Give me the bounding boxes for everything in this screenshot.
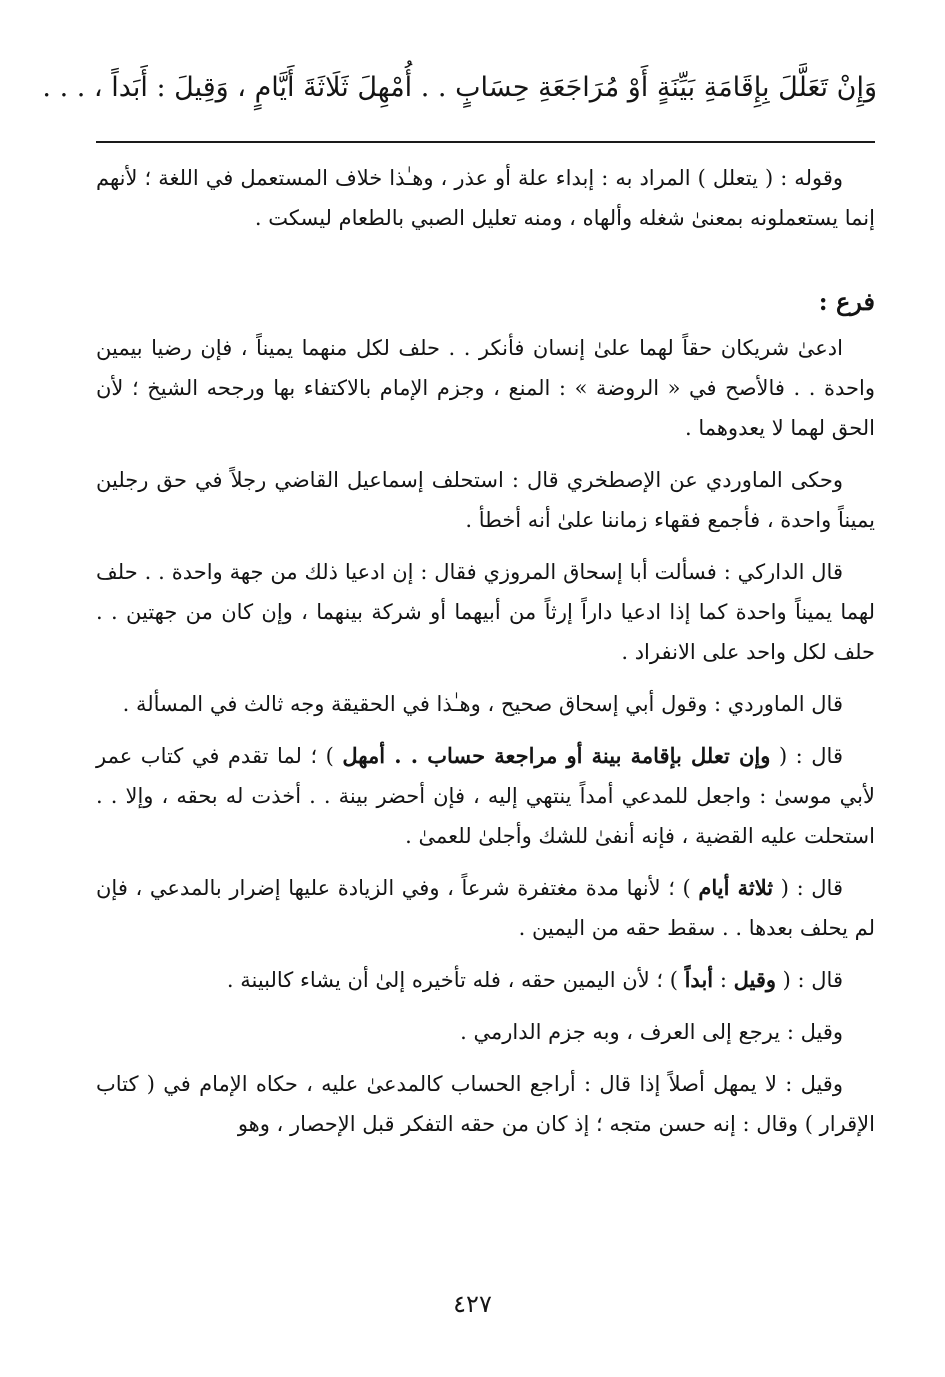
- quote-paragraph-amhil: [96, 736, 875, 856]
- quote-prefix: قال : (: [776, 968, 843, 992]
- commentary-body: [96, 158, 875, 1156]
- page-number: ٤٢٧: [453, 1290, 492, 1318]
- opinion-paragraph-urf: وقيل : يرجع إلى العرف ، وبه جزم الدارمي .: [460, 1020, 843, 1044]
- branch-paragraph-4: قال الماوردي : وقول أبي إسحاق صحيح ، وهـٰذا في الحقيقة وجه ثالث في المسألة .: [122, 692, 843, 716]
- separator-rule: [96, 141, 875, 143]
- opinion-paragraph-no-delay: وقيل : لا يمهل أصلاً إذا قال : أراجع الحساب كالمدعىٰ عليه ، حكاه الإمام في ( كتاب الإقرار ) وقال : إنه حسن متجه ؛ إذ كان من حقه التفكر قبل الإحصار ، وهو: [96, 1072, 875, 1136]
- quote-explanation: ) ؛ لأنها مدة مغتفرة شرعاً ، وفي الزيادة عليها إضرار بالمدعي ، فإن لم يحلف بعدها . . سقط حقه من اليمين .: [96, 876, 875, 940]
- quote-paragraph-three-days: [96, 868, 875, 948]
- matn-verse-line: وَإِنْ تَعَلَّلَ بِإِقَامَةِ بَيِّنَةٍ أَوْ مُرَاجَعَةِ حِسَابٍ . . أُمْهِلَ ثَلَاثَةَ أَيَّامٍ ، وَقِيلَ : أَبَداً ، . . .: [42, 72, 877, 103]
- quoted-matn: وإن تعلل بإقامة بينة أو مراجعة حساب . . أمهل: [342, 743, 771, 768]
- branch-paragraph-3: قال الداركي : فسألت أبا إسحاق المروزي فقال : إن ادعيا ذلك من جهة واحدة . . حلف لهما يميناً واحدة كما إذا ادعيا داراً إرثاً من أبيهما أو شركة بينهما ، وإن كان من جهتين . . حلف لكل واحد على الانفراد .: [96, 560, 875, 664]
- quote-prefix: قال : (: [770, 744, 843, 768]
- quote-explanation: ) ؛ لما تقدم في كتاب عمر لأبي موسىٰ : واجعل للمدعي أمداً ينتهي إليه ، فإن أحضر بينة . . أخذت له بحقه ، وإلا . . استحلت عليه القضية ، فإنه أنفىٰ للشك وأجلىٰ للعمىٰ .: [96, 744, 875, 848]
- quote-colon: :: [713, 968, 734, 992]
- quote-paragraph-abadan: [96, 960, 875, 1000]
- quoted-matn: أبداً: [684, 967, 714, 992]
- quote-prefix: قال : (: [773, 876, 843, 900]
- commentary-paragraph: وقوله : ( يتعلل ) المراد به : إبداء علة أو عذر ، وهـٰذا خلاف المستعمل في اللغة ؛ لأنهم إنما يستعملونه بمعنىٰ شغله وألهاه ، ومنه تعليل الصبي بالطعام ليسكت .: [96, 166, 875, 230]
- branch-paragraph-2: وحكى الماوردي عن الإصطخري قال : استحلف إسماعيل القاضي رجلاً في حق رجلين يميناً واحدة ، فأجمع فقهاء زماننا علىٰ أنه أخطأ .: [96, 468, 875, 532]
- quote-explanation: ) ؛ لأن اليمين حقه ، فله تأخيره إلىٰ أن يشاء كالبينة .: [226, 968, 685, 992]
- quoted-matn: ثلاثة أيام: [698, 875, 774, 900]
- quoted-matn: وقيل: [733, 967, 776, 992]
- section-heading: فرع :: [818, 287, 875, 316]
- branch-paragraph-1: ادعىٰ شريكان حقاً لهما علىٰ إنسان فأنكر . . حلف لكل منهما يميناً ، فإن رضيا بيمين واحدة . . فالأصح في « الروضة » : المنع ، وجزم الإمام بالاكتفاء بها ورجحه الشيخ ؛ لأن الحق لهما لا يعدوهما .: [96, 336, 875, 440]
